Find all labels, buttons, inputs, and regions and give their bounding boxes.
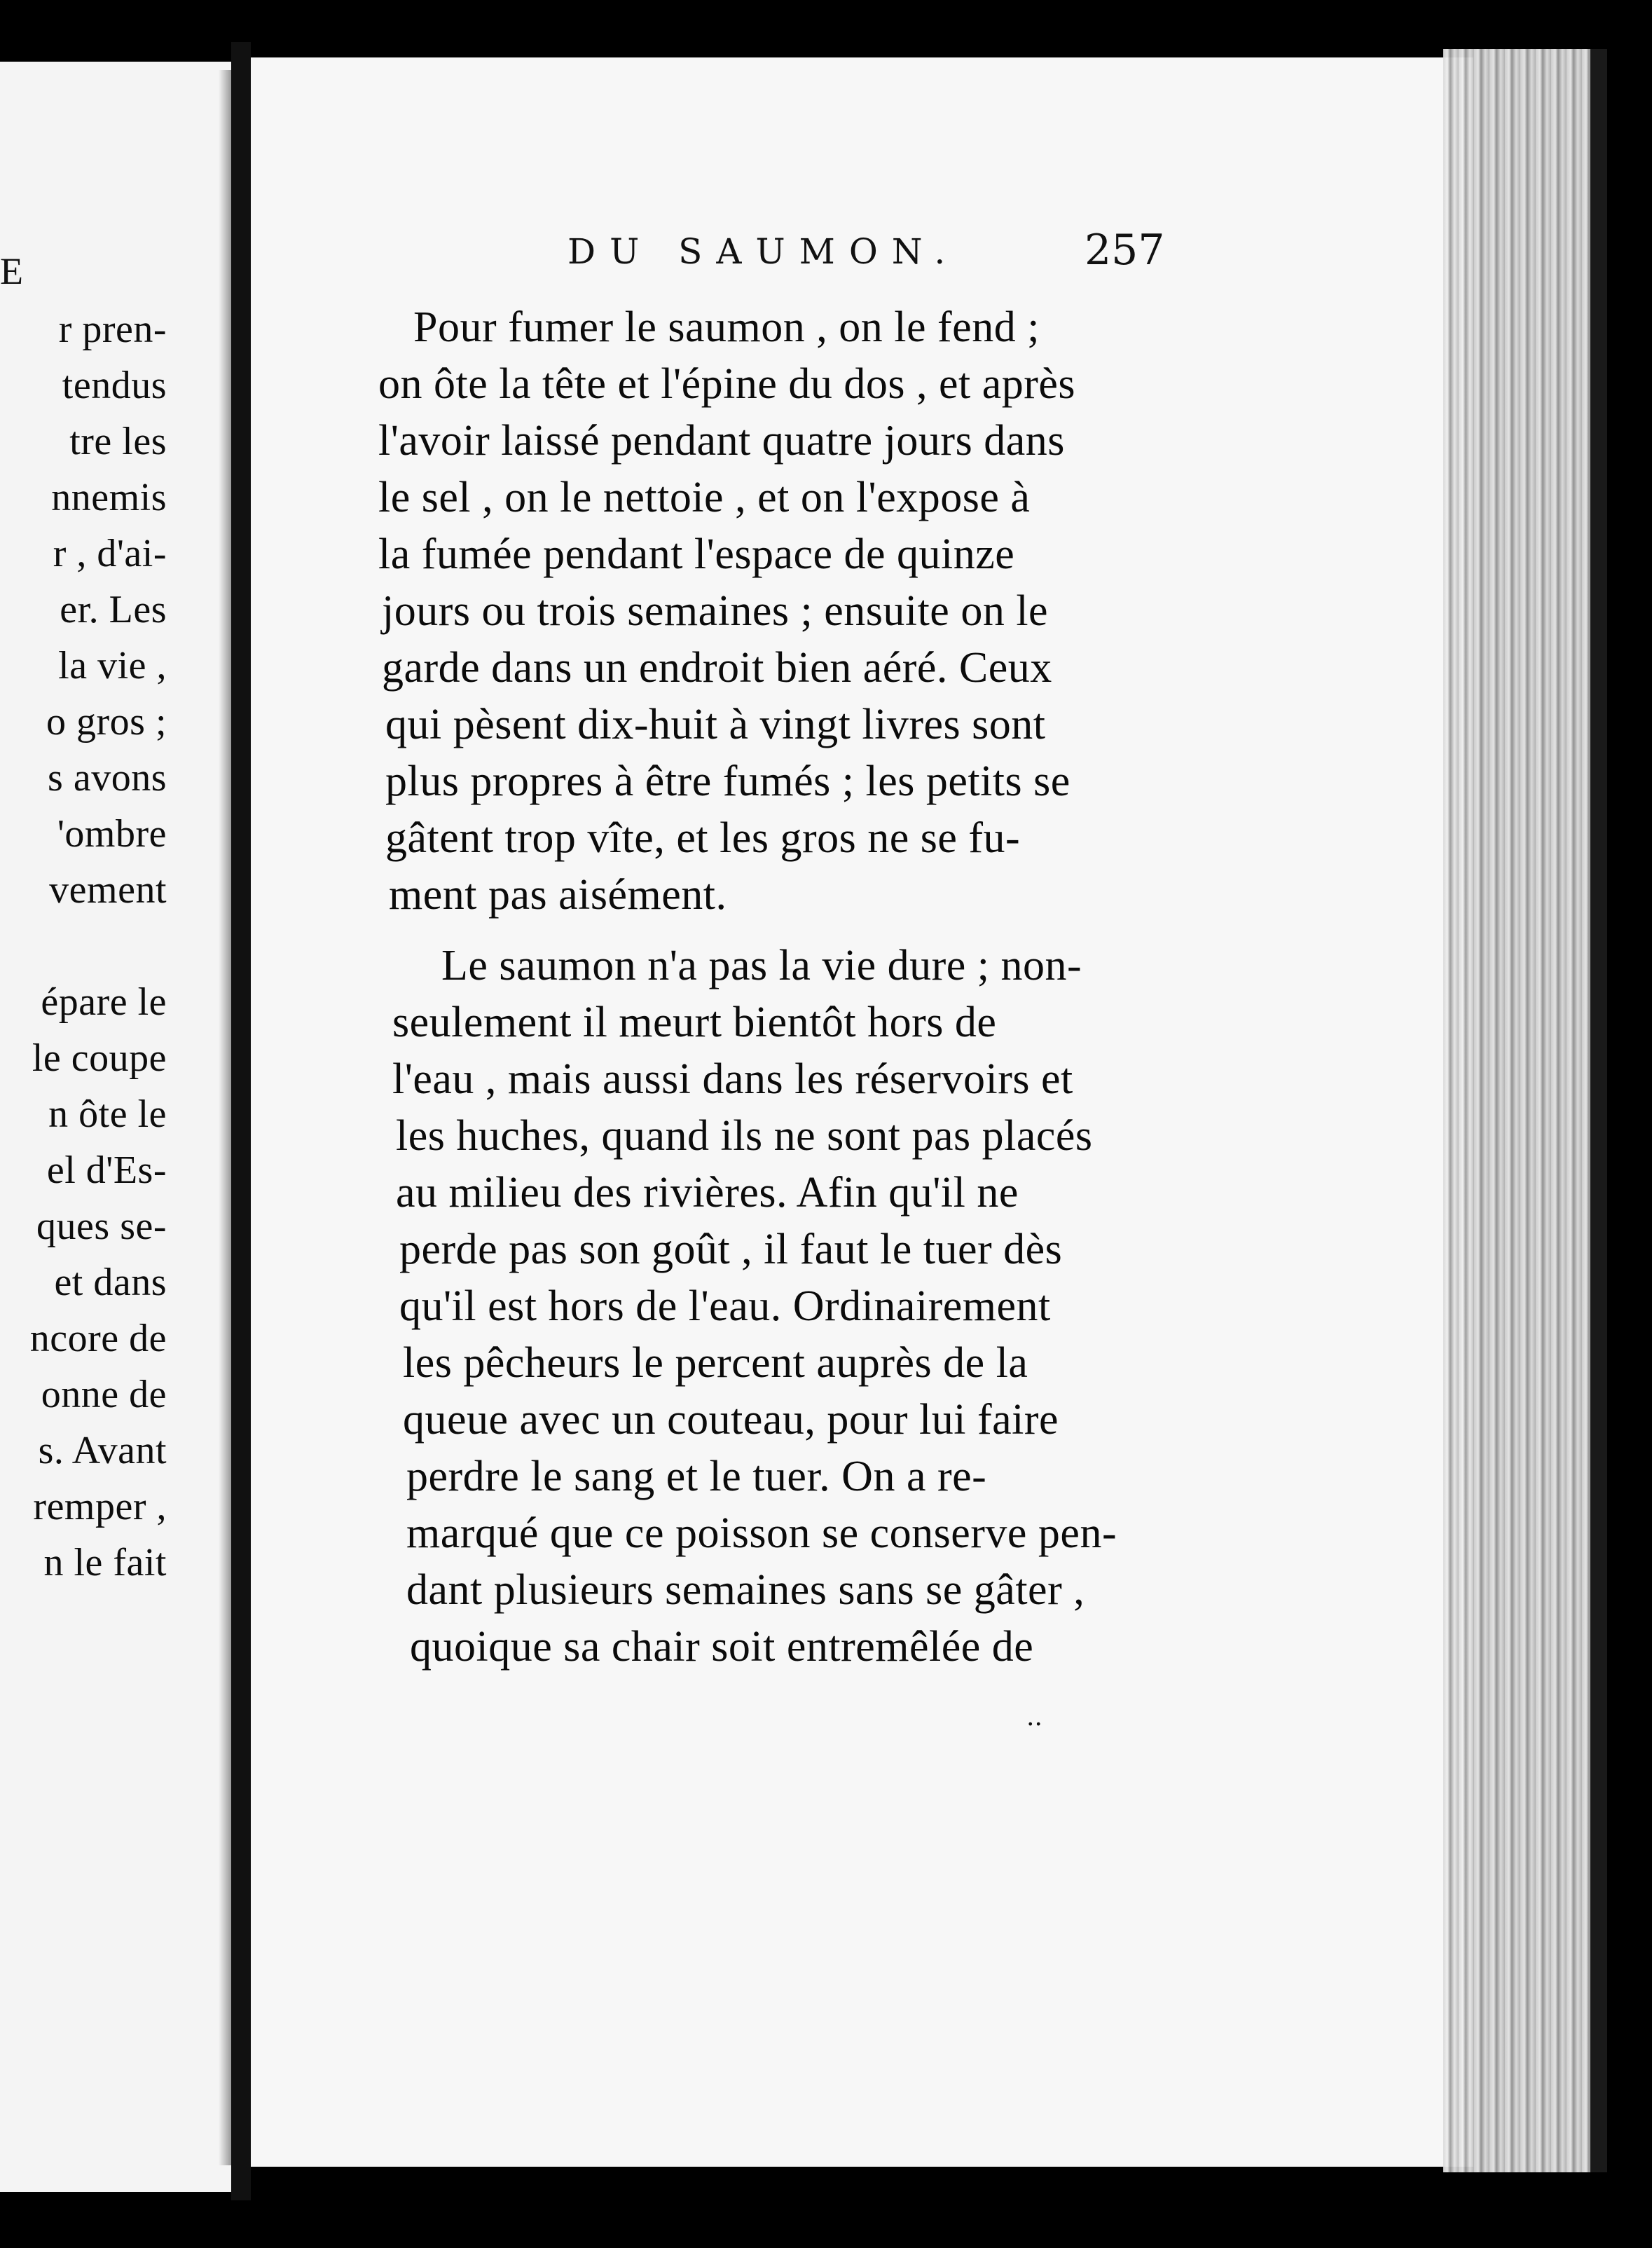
body-line-12: Le saumon n'a pas la vie dure ; non- <box>441 942 1082 989</box>
page-edge-shadow <box>1590 49 1607 2172</box>
body-line-22: marqué que ce poisson se conserve pen- <box>406 1509 1117 1557</box>
running-head: DU SAUMON. <box>567 231 960 272</box>
body-line-5: la fumée pendant l'espace de quinze <box>378 530 1015 578</box>
page-number: 257 <box>1085 226 1165 275</box>
body-line-6: jours ou trois semaines ; ensuite on le <box>382 587 1049 635</box>
body-line-10: gâtent trop vîte, et les gros ne se fu- <box>385 814 1021 862</box>
left-line-4: nnemis <box>51 476 167 519</box>
left-line-16: el d'Es- <box>46 1149 167 1192</box>
gutter-shadow <box>219 70 231 2165</box>
left-line-6: er. Les <box>60 588 167 631</box>
body-line-8: qui pèsent dix-huit à vingt livres sont <box>385 701 1046 748</box>
body-line-3: l'avoir laissé pendant quatre jours dans <box>378 417 1065 465</box>
body-line-17: perde pas son goût , il faut le tuer dès <box>399 1226 1063 1273</box>
body-line-1: Pour fumer le saumon , on le fend ; <box>413 303 1040 351</box>
left-page-fragment <box>0 62 231 2192</box>
body-line-14: l'eau , mais aussi dans les réservoirs et <box>392 1055 1073 1103</box>
body-line-4: le sel , on le nettoie , et on l'expose à <box>378 474 1031 521</box>
left-line-22: remper , <box>33 1485 167 1528</box>
left-line-11: vement <box>49 868 167 912</box>
left-line-1: r pren- <box>58 308 167 351</box>
left-line-20: onne de <box>41 1373 167 1416</box>
body-line-15: les huches, quand ils ne sont pas placés <box>396 1112 1093 1160</box>
left-line-3: tre les <box>69 420 167 463</box>
body-line-18: qu'il est hors de l'eau. Ordinairement <box>399 1282 1051 1330</box>
left-line-17: ques se- <box>36 1205 167 1248</box>
left-line-13: épare le <box>41 980 167 1024</box>
left-page-head: E <box>0 250 23 292</box>
page-edges <box>1443 49 1604 2172</box>
body-line-24: quoique sa chair soit entremêlée de <box>410 1623 1034 1671</box>
body-line-16: au milieu des rivières. Afin qu'il ne <box>396 1169 1019 1216</box>
left-line-19: ncore de <box>29 1317 167 1360</box>
left-line-5: r , d'ai- <box>53 532 167 575</box>
body-line-13: seulement il meurt bientôt hors de <box>392 999 997 1046</box>
body-line-11: ment pas aisément. <box>389 871 727 919</box>
book-gutter <box>231 42 251 2200</box>
left-line-21: s. Avant <box>38 1429 167 1472</box>
body-line-20: queue avec un couteau, pour lui faire <box>403 1396 1059 1444</box>
left-line-7: la vie , <box>58 644 167 687</box>
left-line-14: le coupe <box>32 1036 167 1080</box>
left-line-9: s avons <box>48 756 167 800</box>
body-line-21: perdre le sang et le tuer. On a re- <box>406 1453 987 1500</box>
left-line-18: et dans <box>54 1261 167 1304</box>
signature-mark: .. <box>1026 1703 1042 1732</box>
body-line-2: on ôte la tête et l'épine du dos , et après <box>378 360 1076 408</box>
body-line-19: les pêcheurs le percent auprès de la <box>403 1339 1028 1387</box>
body-line-23: dant plusieurs semaines sans se gâter , <box>406 1566 1085 1614</box>
left-line-2: tendus <box>62 364 167 407</box>
body-line-9: plus propres à être fumés ; les petits se <box>385 758 1071 805</box>
left-line-15: n ôte le <box>48 1092 167 1136</box>
body-line-7: garde dans un endroit bien aéré. Ceux <box>382 644 1052 692</box>
left-line-10: 'ombre <box>57 812 167 856</box>
left-line-23: n le fait <box>43 1541 167 1584</box>
left-line-8: o gros ; <box>46 700 167 743</box>
